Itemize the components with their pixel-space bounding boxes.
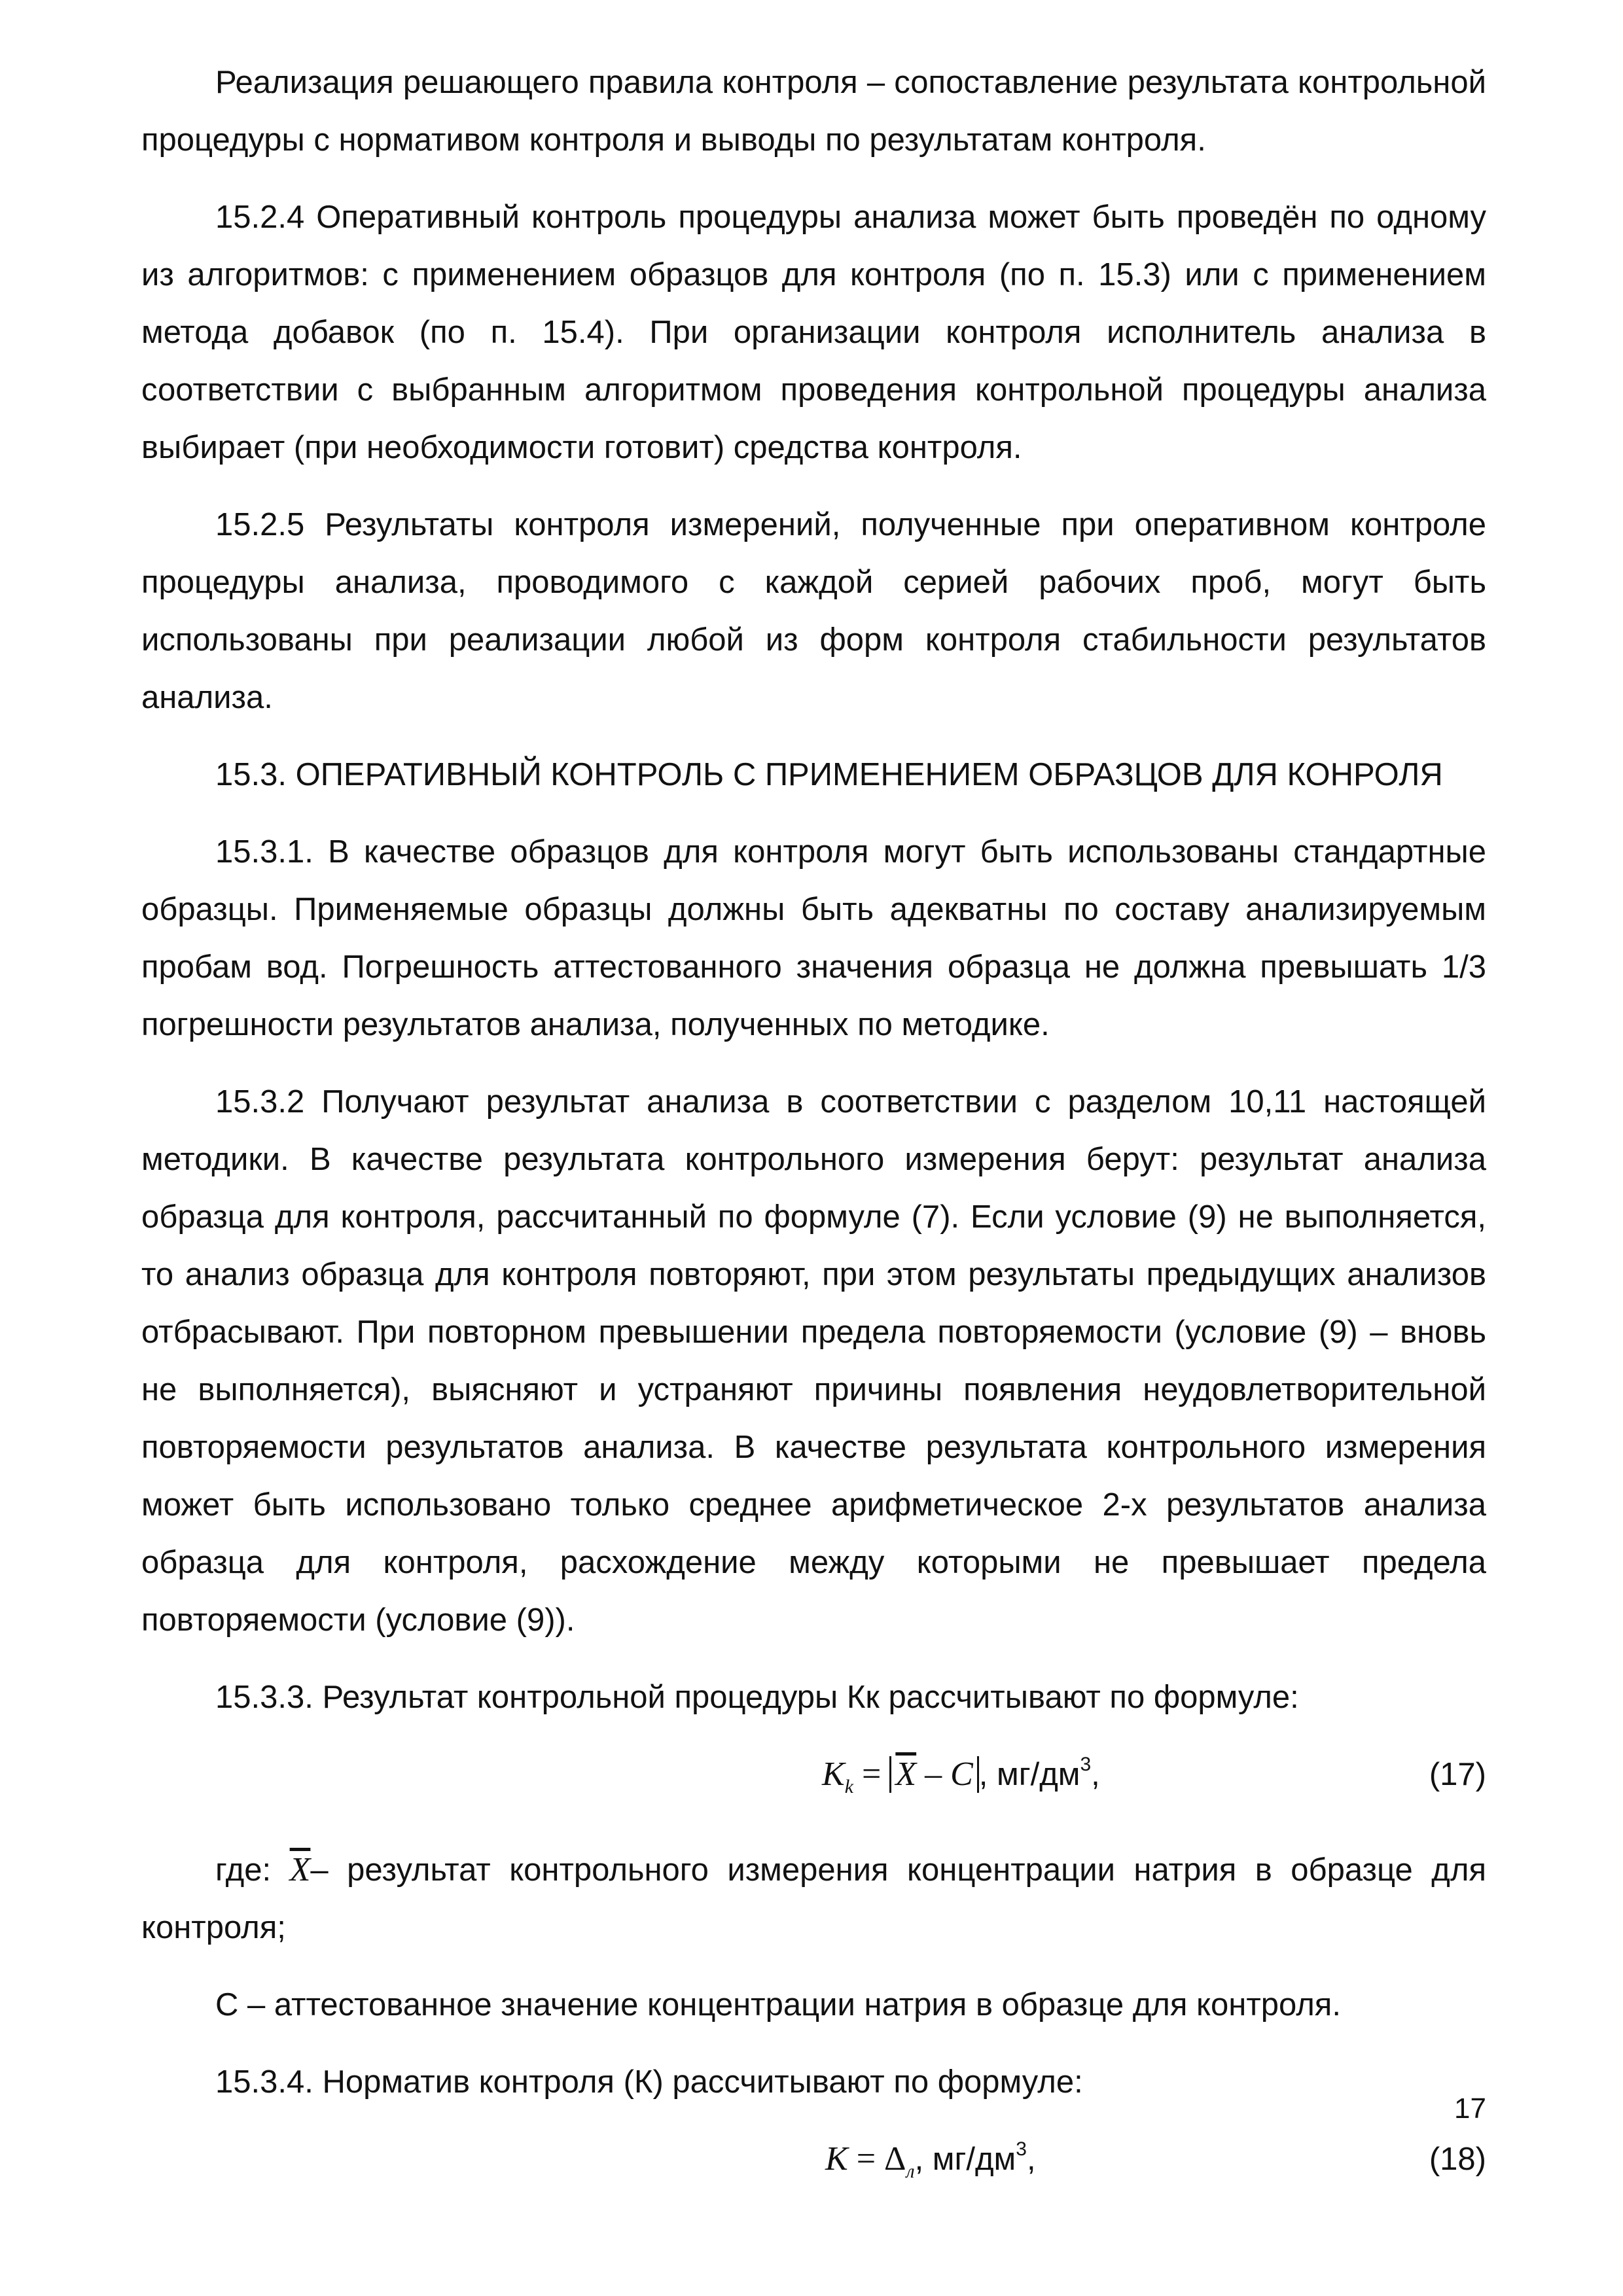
paragraph-15-3-4: 15.3.4. Норматив контроля (К) рассчитывают по формуле:	[215, 2064, 1083, 2100]
formula-17-k-subscript: k	[844, 1776, 854, 1797]
formula-18-delta: Δ	[884, 2140, 906, 2178]
equation-number-18: (18)	[1429, 2142, 1486, 2177]
formula-18-line	[141, 2130, 1486, 2188]
formula-17	[822, 1746, 1100, 1808]
xbar-symbol: $\overline{X}$	[289, 1851, 311, 1888]
paragraph-15-3-3: 15.3.3. Результат контрольной процедуры Кк рассчитывают по формуле:	[215, 1680, 1299, 1715]
paragraph-where-xbar	[141, 1841, 1486, 1956]
formula-18	[825, 2130, 1036, 2193]
formula-17-absolute-value	[889, 1756, 978, 1793]
formula-17-xbar: $\overline{X}$	[895, 1756, 917, 1793]
formula-17-minus-c: – C	[916, 1756, 973, 1793]
paragraph-c-definition: С – аттестованное значение концентрации натрия в образце для контроля.	[215, 1987, 1341, 2022]
equation-number-17: (17)	[1429, 1757, 1486, 1792]
formula-18-unit: , мг/дм	[914, 2142, 1016, 2177]
page-number: 17	[1454, 2093, 1486, 2125]
formula-18-equals: =	[847, 2140, 885, 2178]
formula-17-equals: =	[853, 1756, 890, 1793]
paragraph-15-3-1: 15.3.1. В качестве образцов для контроля могут быть использованы стандартные образцы. Применяемые образцы должны быть адекватны по составу анализируемым пробам вод. Погрешность аттестованного значения образца не должна превышать 1/3 погрешности результатов анализа, полученных по методике.	[141, 834, 1486, 1042]
paragraph-15-2-5: 15.2.5 Результаты контроля измерений, полученные при оперативном контроле процедуры анализа, проводимого с каждой серией рабочих проб, могут быть использованы при реализации любой из форм контроля стабильности результатов анализа.	[141, 507, 1486, 715]
formula-17-unit-end: ,	[1091, 1757, 1100, 1792]
formula-18-delta-subscript: л	[906, 2161, 915, 2182]
paragraph-decision-rule: Реализация решающего правила контроля – сопоставление результата контрольной процедуры с нормативом контроля и выводы по результатам контроля.	[141, 65, 1486, 158]
page-content	[141, 54, 1486, 2188]
formula-17-line	[141, 1746, 1486, 1803]
section-heading-15-3: 15.3. ОПЕРАТИВНЫЙ КОНТРОЛЬ С ПРИМЕНЕНИЕМ ОБРАЗЦОВ ДЛЯ КОНРОЛЯ	[215, 757, 1443, 792]
formula-17-k: K	[822, 1756, 845, 1793]
where-prefix: где:	[215, 1852, 290, 1888]
formula-18-unit-superscript: 3	[1016, 2138, 1027, 2160]
paragraph-15-2-4: 15.2.4 Оперативный контроль процедуры анализа может быть проведён по одному из алгоритмов: с применением образцов для контроля (по п. 15.3) или с применением метода добавок (по п. 15.4). При организации контроля исполнитель анализа в соответствии с выбранным алгоритмом проведения контрольной процедуры анализа выбирает (при необходимости готовит) средства контроля.	[141, 200, 1486, 465]
formula-17-unit: , мг/дм	[978, 1757, 1080, 1792]
where-description: – результат контрольного измерения концентрации натрия в образце для контроля;	[141, 1852, 1486, 1945]
formula-17-unit-superscript: 3	[1080, 1754, 1092, 1775]
formula-18-k: K	[825, 2140, 848, 2178]
formula-18-unit-end: ,	[1026, 2142, 1036, 2177]
paragraph-15-3-2: 15.3.2 Получают результат анализа в соответствии с разделом 10,11 настоящей методики. В качестве результата контрольного измерения берут: результат анализа образца для контроля, рассчитанный по формуле (7). Если условие (9) не выполняется, то анализ образца для контроля повторяют, при этом результаты предыдущих анализов отбрасывают. При повторном превышении предела повторяемости (условие (9) – вновь не выполняется), выясняют и устраняют причины появления неудовлетворительной повторяемости результатов анализа. В качестве результата контрольного измерения может быть использовано только среднее арифметическое 2-х результатов анализа образца для контроля, расхождение между которыми не превышает предела повторяемости (условие (9)).	[141, 1084, 1486, 1638]
